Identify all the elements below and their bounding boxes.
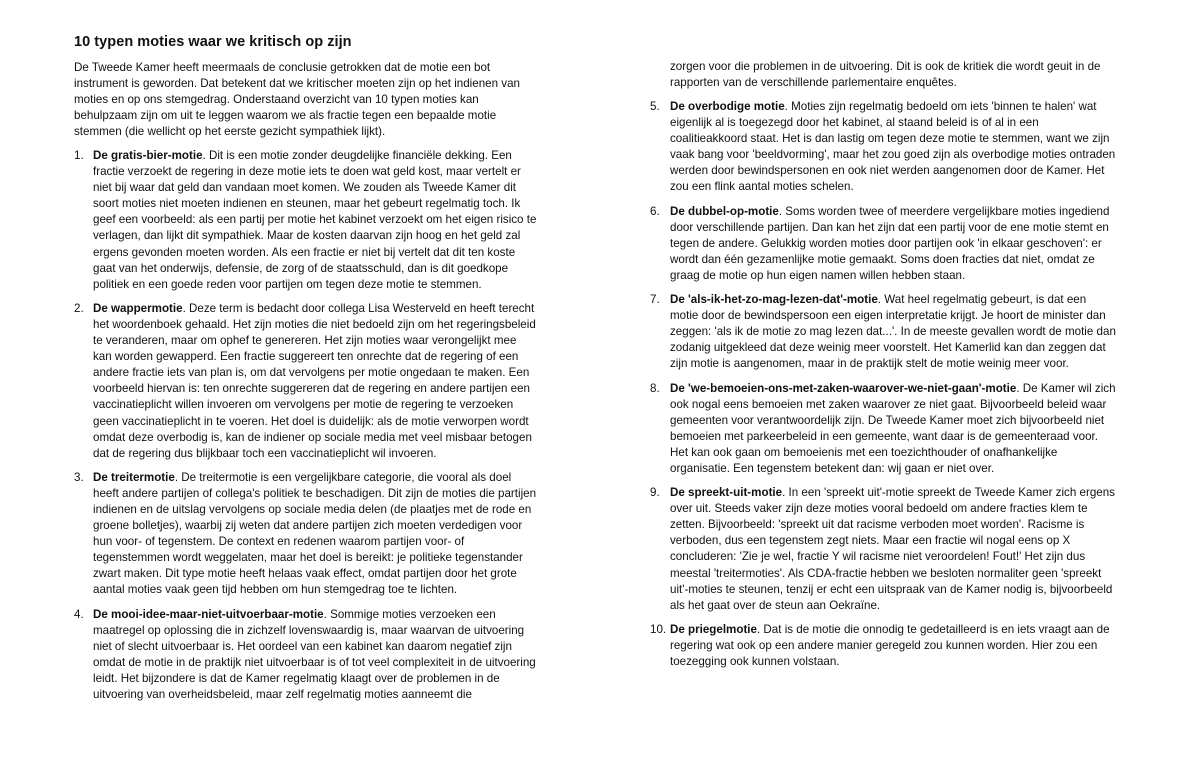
item-term: De priegelmotie	[670, 622, 757, 636]
item-number: 6.	[650, 204, 660, 218]
item-number: 1.	[74, 149, 84, 162]
item-number: 10.	[650, 622, 667, 636]
item-4-continuation: zorgen voor die problemen in de uitvoering. Dit is ook de kritiek die wordt geuit in de rapporten van de verschillende parlementaire enquêtes.	[670, 60, 1101, 90]
item-text: . De treitermotie is een vergelijkbare categorie, die vooral als doel heeft andere partijen of collega's politiek te beschadigen. Dit zijn de moties die partijen indienen en de uitslag vervolgens op sociale media delen (de plaatjes met de rode en groene bolletjes), waarbij zij weten dat andere partijen zich moeten verdedigen voor hun voor- of tegenstem. De context en redenen waarom partijen voor- of tegenstemmen wordt weggelaten, maar het doel is bereikt: je politieke tegenstander zwart maken. Dit type motie heeft helaas vaak effect, omdat partijen door het grote aantal moties vaak geen tijd hebben om hun stemgedrag toe te lichten.	[93, 470, 537, 597]
item-term: De 'als-ik-het-zo-mag-lezen-dat'-motie	[670, 293, 878, 307]
item-number: 3.	[74, 470, 84, 484]
motion-list-left	[74, 148, 538, 711]
item-number: 4.	[74, 607, 84, 621]
list-item-motion-2	[74, 301, 538, 462]
item-text: . Wat heel regelmatig gebeurt, is dat een motie door de bewindspersoon een eigen interpretatie krijgt. Je hoort de minister dan zeggen: 'als ik de motie zo mag lezen dat...'. In de meeste gevallen wordt de motie dan zodanig uitgekleed dat deze weinig meer voorstelt. Het Kamerlid kan dan zeggen dat zijn motie is aangenomen, maar in de praktijk stelt de motie weinig meer voor.	[670, 293, 1116, 371]
list-item-motion-4	[74, 607, 538, 704]
item-number: 9.	[650, 486, 660, 500]
item-term: De gratis-bier-motie	[93, 149, 203, 162]
item-number: 8.	[650, 381, 660, 395]
list-item-motion-9	[651, 485, 1117, 614]
item-text: . Dit is een motie zonder deugdelijke financiële dekking. Een fractie verzoekt de regering in deze motie iets te doen wat geld kost, maar vertelt er niet bij waar dat geld dan vandaan moet komen. We zouden als Tweede Kamer dit soort moties niet moeten indienen en steunen, maar het gebeurt regelmatig toch. Ik geef een voorbeeld: als een partij per motie het kabinet verzoekt om het eigen risico te verlagen, dan lijkt dit sympathiek. Maar de kosten daarvan zijn hoog en het geld zal ergens gevonden moeten worden. Als een fractie er niet bij vertelt dat dit ten koste gaat van het onderwijs, defensie, de zorg of de staatsschuld, dan is dit goedkope politiek en een goede reden voor partijen om tegen deze motie te stemmen.	[93, 149, 537, 291]
list-item-motion-1	[74, 148, 538, 293]
list-item-motion-3	[74, 470, 538, 599]
intro-paragraph: De Tweede Kamer heeft meermaals de conclusie getrokken dat de motie een bot instrument is geworden. Dat betekent dat we kritischer moeten zijn op het indienen van moties en op ons stemgedrag. Onderstaand overzicht van 10 typen moties kan behulpzaam zijn om uit te leggen waarom we als fractie tegen een bepaalde motie stemmen (die wellicht op het eerste gezicht sympathiek lijkt).	[74, 61, 520, 139]
item-text: . In een 'spreekt uit'-motie spreekt de Tweede Kamer zich ergens over uit. Steeds vaker zijn deze moties vooral bedoeld om andere fracties klem te zetten. Bijvoorbeeld: 'spreekt uit dat racisme verboden moet worden'. Racisme is verboden, dus een tegenstem zegt niets. Maar een fractie wil nogal eens op X concluderen: 'Zie je wel, fractie Y wil racisme niet veroordelen! Fout!' Het zijn dus meestal 'treitermoties'. Als CDA-fractie hebben we besloten normaliter geen 'spreekt uit'-moties te steunen, tenzij er echt een uitspraak van de Kamer nodig is, bijvoorbeeld als het gaat over de steun aan Oekraïne.	[670, 486, 1115, 612]
item-term: De spreekt-uit-motie	[670, 486, 783, 500]
item-text: . De Kamer wil zich ook nogal eens bemoeien met zaken waarover ze niet gaat. Bijvoorbeeld beleid waar gemeenten voor verantwoordelijk zijn. De Tweede Kamer moet zich bijvoorbeeld niet bemoeien met parkeerbeleid in een gemeente, want daar is de gemeenteraad voor. Het kan ook gaan om bemoeienis met een toezichthouder of onafhankelijke organisatie. Een tegenstem betekent dan: wij gaan er niet over.	[670, 381, 1116, 475]
item-text: . Soms worden twee of meerdere vergelijkbare moties ingediend door verschillende partijen. Dan kan het zijn dat een partij voor de ene motie stemt en tegen de andere. Gelukkig worden moties door partijen ook 'in elkaar geschoven': er wordt dan één gezamenlijke motie gemaakt. Soms doen fracties dat niet, omdat ze graag de motie op hun eigen namen willen hebben staan.	[670, 204, 1110, 282]
item-text: . Dat is de motie die onnodig te gedetailleerd is en iets vraagt aan de regering wat ook op een andere manier geregeld zou kunnen worden. Hier zou een toezegging ook kunnen volstaan.	[670, 622, 1110, 668]
item-text: . Sommige moties verzoeken een maatregel op oplossing die in zichzelf lovenswaardig is, maar waarvan de uitvoering niet of slecht uitvoerbaar is. Het oordeel van een kabinet kan daarom negatief zijn omdat de motie in de praktijk niet uitvoerbaar is of tot veel complexiteit in de uitvoering leidt. Het bijzondere is dat de Kamer regelmatig klaagt over de problemen in de uitvoering van overheidsbeleid, maar zelf regelmatig moties aanneemt die	[93, 607, 536, 701]
list-item-motion-6	[651, 204, 1117, 284]
item-number: 5.	[650, 100, 660, 113]
item-text: . Moties zijn regelmatig bedoeld om iets 'binnen te halen' wat eigenlijk al is toegezegd door het kabinet, al staand beleid is of al in een coalitieakkoord staat. Het is dan lastig om tegen deze motie te stemmen, want we zijn vaak bang voor 'beeldvorming', maar het zou goed zijn als overbodige moties ontraden werden door bewindspersonen en ook niet werden aangenomen door de Kamer. Het zou een flink aantal moties schelen.	[670, 100, 1116, 194]
item-text: . Deze term is bedacht door collega Lisa Westerveld en heeft terecht het woordenboek gehaald. Het zijn moties die niet bedoeld zijn om het regeringsbeleid te veranderen, maar om ophef te genereren. Het zijn moties waar verongelijkt mee kan worden gewapperd. Een fractie suggereert ten onrechte dat de regering of een andere fractie iets van plan is, om dat vervolgens per motie ongedaan te maken. Een voorbeeld hiervan is: ten onrechte suggereren dat de regering en andere partijen een vaccinatieplicht willen invoeren om vervolgens per motie de regering te verzoeken geen vaccinatieplicht in te voeren. Het doel is duidelijk: als de motie verworpen wordt omdat deze overbodig is, kan de indiener op sociale media met veel misbaar betogen dat de regering dus blijkbaar toch een vaccinatieplicht wil invoeren.	[93, 301, 536, 460]
list-item-motion-8	[651, 381, 1117, 478]
item-number: 2.	[74, 301, 84, 315]
item-term: De treitermotie	[93, 470, 175, 484]
item-term: De wappermotie	[93, 301, 183, 315]
item-term: De dubbel-op-motie	[670, 204, 779, 218]
item-term: De mooi-idee-maar-niet-uitvoerbaar-motie	[93, 607, 324, 621]
item-term: De 'we-bemoeien-ons-met-zaken-waarover-we-niet-gaan'-motie	[670, 381, 1017, 395]
list-item-motion-7	[651, 292, 1117, 372]
motion-list-right	[651, 99, 1117, 678]
item-number: 7.	[650, 293, 660, 307]
list-item-motion-10	[651, 622, 1117, 670]
item-term: De overbodige motie	[670, 100, 785, 113]
list-item-motion-5	[651, 99, 1117, 196]
page-title: 10 typen moties waar we kritisch op zijn	[74, 34, 352, 50]
